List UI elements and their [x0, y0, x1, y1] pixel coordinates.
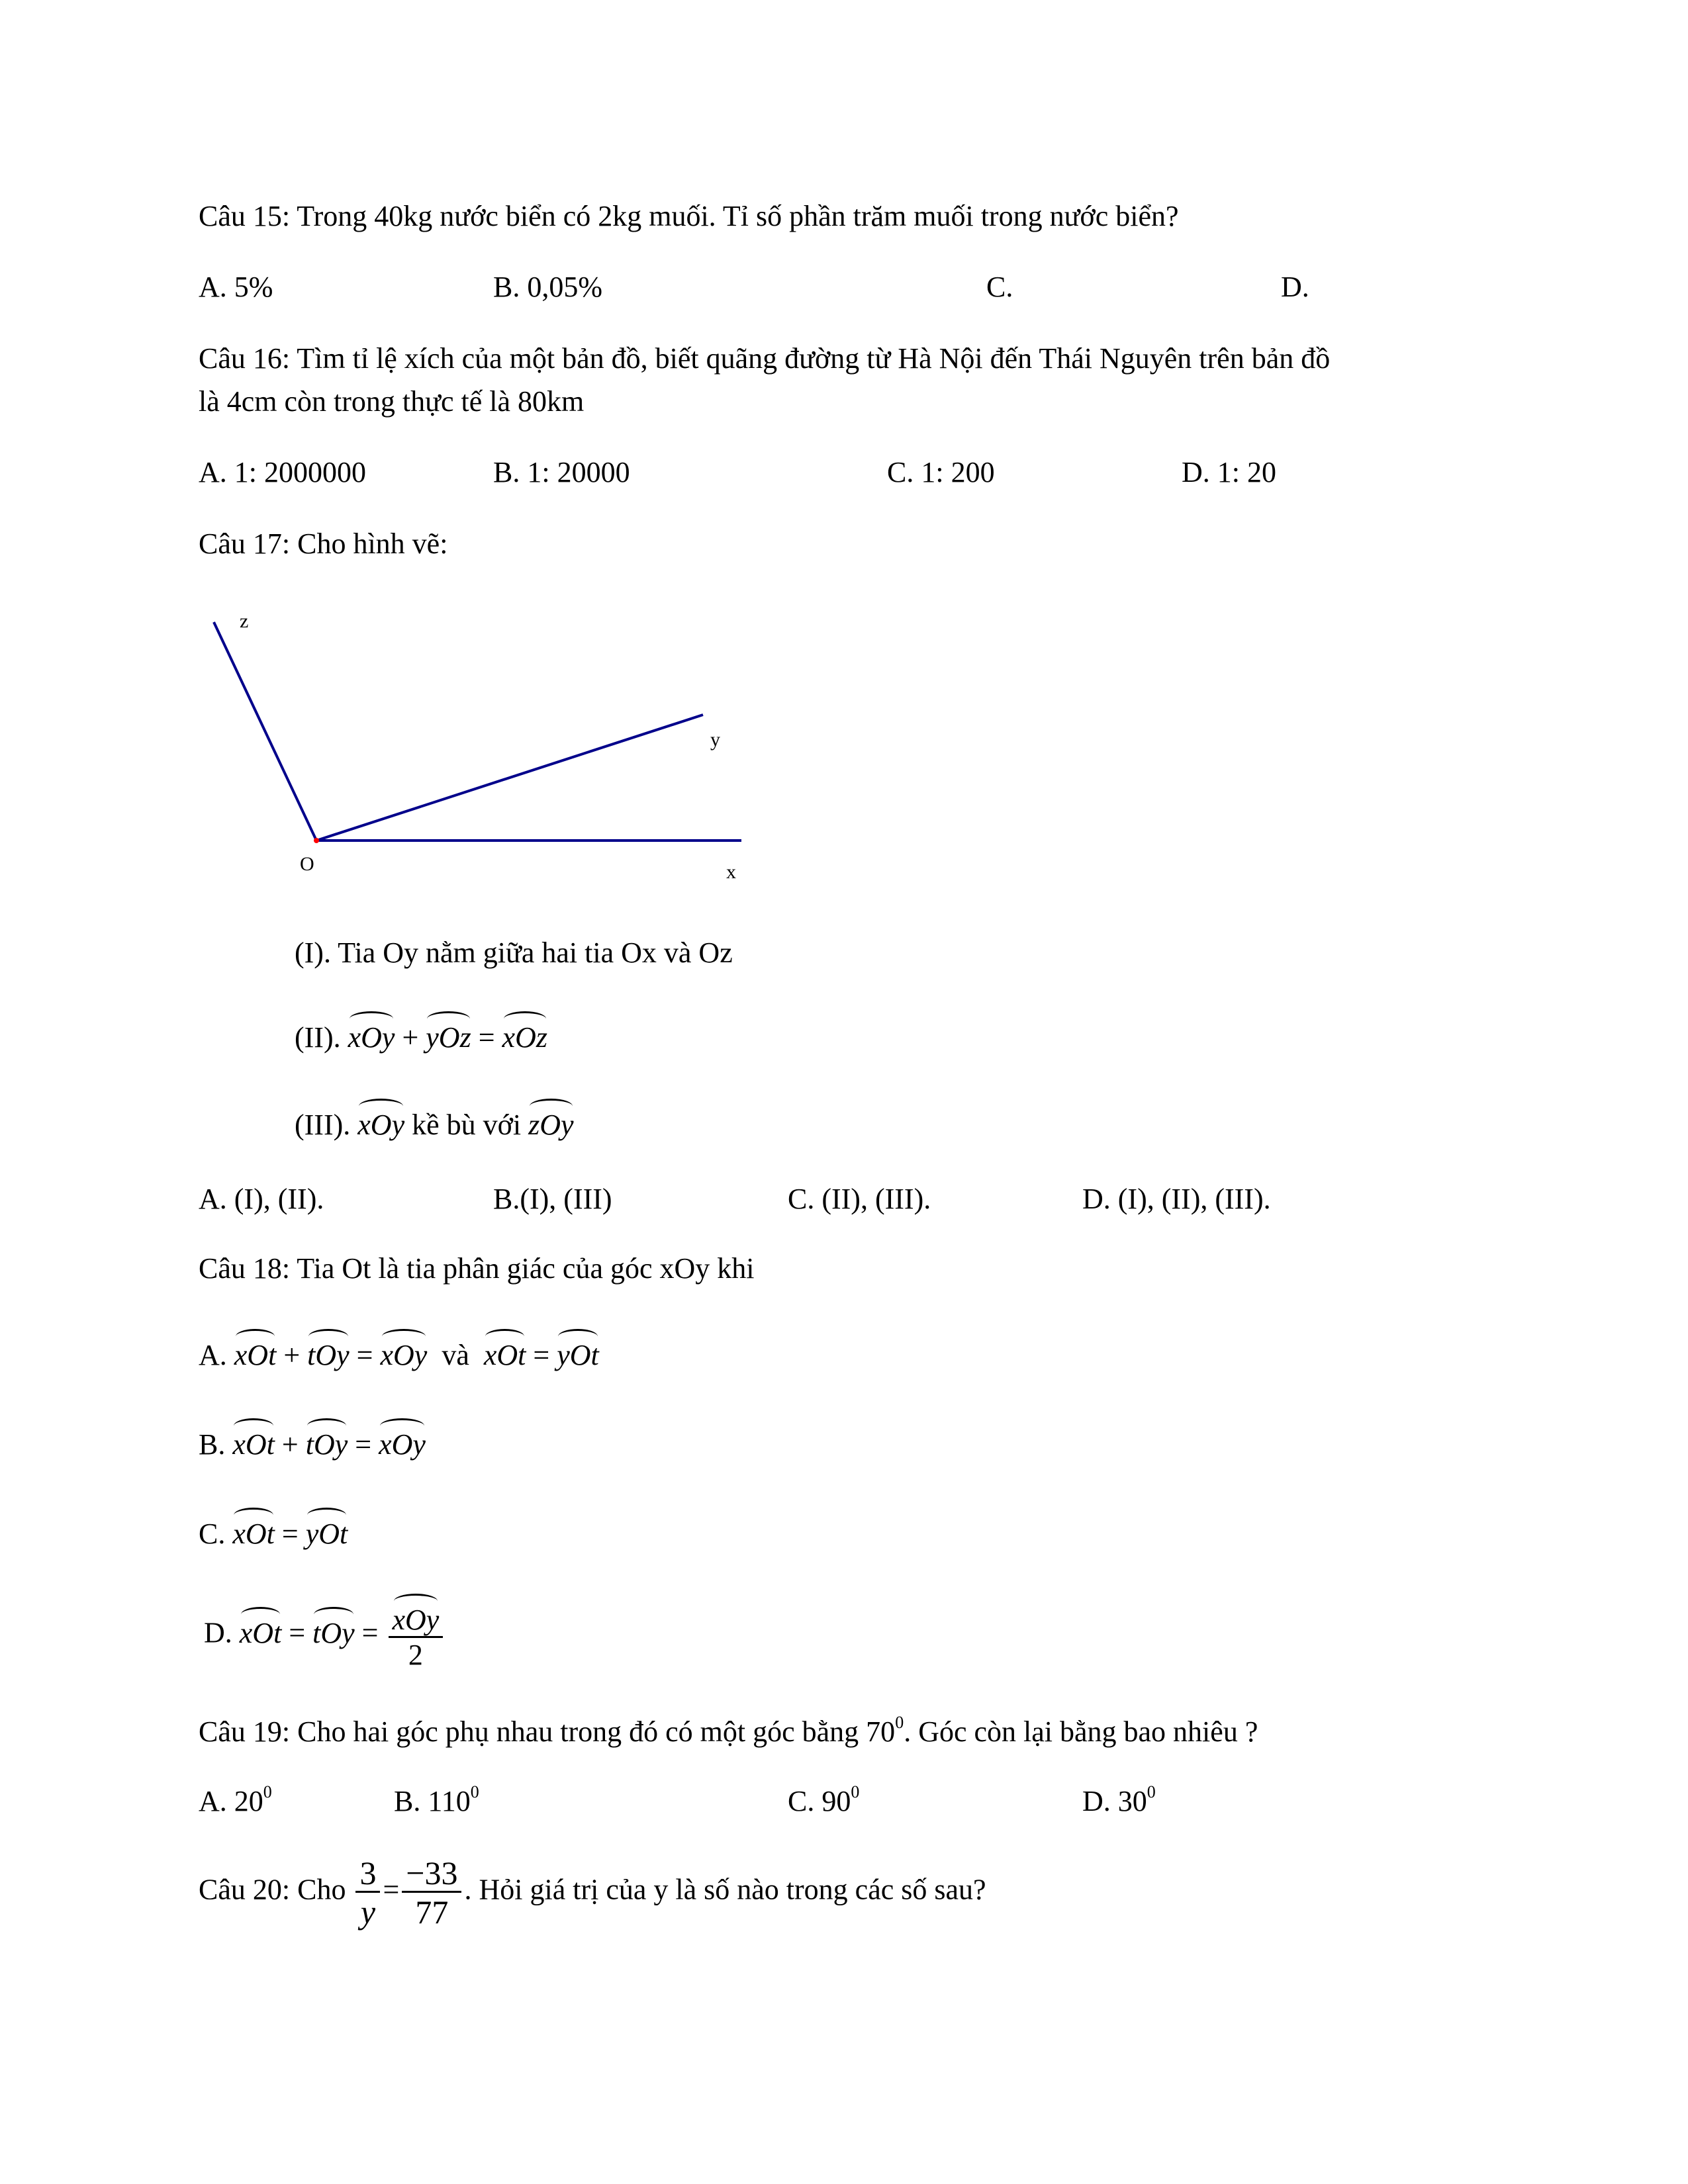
label-y: y: [710, 729, 720, 751]
q20-suffix: . Hỏi giá trị của y là số nào trong các số sau?: [464, 1873, 986, 1906]
q16-question-line2: là 4cm còn trong thực tế là 80km: [199, 385, 585, 418]
q15-option-c: C.: [986, 271, 1013, 303]
angle-yoz: yOz: [426, 1019, 471, 1052]
ray-oz: [214, 622, 316, 841]
option-d-label: D.: [204, 1616, 232, 1649]
angle-xoy: xOy: [381, 1337, 428, 1370]
angle-yot: yOt: [306, 1516, 348, 1549]
angle-xot: xOt: [234, 1337, 277, 1370]
angle-yot: yOt: [557, 1337, 599, 1370]
q19-question-post: . Góc còn lại bằng bao nhiêu ?: [904, 1715, 1258, 1748]
q17-question: Câu 17: Cho hình vẽ:: [199, 527, 448, 560]
q15-question: Câu 15: Trong 40kg nước biển có 2kg muối. Tỉ số phần trăm muối trong nước biển?: [199, 200, 1179, 232]
q17-option-a: A. (I), (II).: [199, 1183, 324, 1215]
fraction-numerator: 3: [355, 1856, 380, 1893]
q16-option-a: A. 1: 2000000: [199, 456, 366, 488]
q19-question-text: Câu 19: Cho hai góc phụ nhau trong đó có một góc bằng 70: [199, 1715, 896, 1748]
option-a-label: A.: [199, 1339, 227, 1371]
q15-option-b: B. 0,05%: [493, 271, 602, 303]
option-b-label: B.: [199, 1428, 226, 1461]
q16-option-d: D. 1: 20: [1182, 456, 1276, 488]
angle-xot: xOt: [232, 1516, 275, 1549]
fraction-numerator: −33: [402, 1856, 461, 1893]
q19-option-c: C. $90^0$: [788, 1782, 860, 1817]
fraction-denominator: 77: [415, 1893, 449, 1931]
q18-option-b: B. xOt + tOy = xOy: [199, 1426, 426, 1459]
q17-statement-2: (II). xOy + yOz = xOz: [295, 1019, 547, 1052]
q18-option-c: C. xOt = yOt: [199, 1516, 348, 1549]
statement-2-prefix: (II).: [295, 1021, 341, 1054]
q16-option-b: B. 1: 20000: [493, 456, 630, 488]
fraction-denominator: y: [360, 1893, 376, 1931]
q15-option-d: D.: [1281, 271, 1309, 303]
fraction-3-over-y: [355, 1856, 380, 1929]
q16-option-c: C. 1: 200: [887, 456, 995, 488]
q17-option-c: C. (II), (III).: [788, 1183, 931, 1215]
label-z: z: [240, 610, 249, 632]
q17-option-d: D. (I), (II), (III).: [1082, 1183, 1271, 1215]
vertex-o-point: [314, 838, 319, 843]
degree-sup: 0: [895, 1713, 904, 1732]
angle-xot: xOt: [240, 1615, 282, 1648]
angle-zoy: zOy: [528, 1107, 573, 1140]
q18-option-d: D. xOt = tOy = $\frac{\text{xOy}}{2}$: [204, 1602, 445, 1670]
fraction-neg33-over-77: [402, 1856, 461, 1929]
q17-statement-1: (I). Tia Oy nằm giữa hai tia Ox và Oz: [295, 936, 733, 969]
ray-oy: [316, 715, 703, 841]
q19-option-a: A. $20^0$: [199, 1782, 272, 1817]
q17-statement-3: [295, 1107, 574, 1140]
q17-option-b: B.(I), (III): [493, 1183, 612, 1215]
label-x: x: [726, 861, 736, 883]
angle-toy: tOy: [312, 1615, 355, 1648]
option-c-label: C.: [199, 1518, 226, 1550]
angle-xoy: xOy: [348, 1019, 395, 1052]
q15-option-a: A. 5%: [199, 271, 273, 303]
q19-option-d: D. $30^0$: [1082, 1782, 1156, 1817]
q18-question: Câu 18: Tia Ot là tia phân giác của góc xOy khi: [199, 1252, 755, 1285]
statement-3-prefix: (III).: [295, 1109, 351, 1141]
q19-question: [199, 1713, 1258, 1748]
statement-3-middle: kề bù với: [412, 1109, 522, 1141]
label-o: O: [300, 853, 314, 875]
q16-question-line1: Câu 16: Tìm tỉ lệ xích của một bản đồ, biết quãng đường từ Hà Nội đến Thái Nguyên trên bản đồ: [199, 342, 1331, 375]
q20-prefix: Câu 20: Cho: [199, 1873, 346, 1906]
angle-xoy: xOy: [379, 1426, 426, 1459]
angle-toy: tOy: [306, 1426, 348, 1459]
q19-option-b: B. $110^0$: [394, 1782, 479, 1817]
angle-xot: xOt: [232, 1426, 275, 1459]
and-word: và: [442, 1339, 469, 1371]
angle-xoy: xOy: [393, 1602, 440, 1635]
angle-toy: tOy: [307, 1337, 350, 1370]
angle-xoy: xOy: [357, 1107, 404, 1140]
q20-question: Câu 20: Cho $\frac{3}{y}$ = $\frac{-33}{77}$ . Hỏi giá trị của y là số nào trong các số sau?: [199, 1854, 986, 1931]
angle-figure: [0, 0, 1688, 927]
fraction-denominator: 2: [408, 1639, 423, 1671]
angle-xot: xOt: [484, 1337, 526, 1370]
angle-xoz: xOz: [502, 1019, 547, 1052]
q18-option-a: A. xOt + tOy = xOy và xOt = yOt: [199, 1337, 599, 1370]
fraction: [389, 1602, 444, 1670]
